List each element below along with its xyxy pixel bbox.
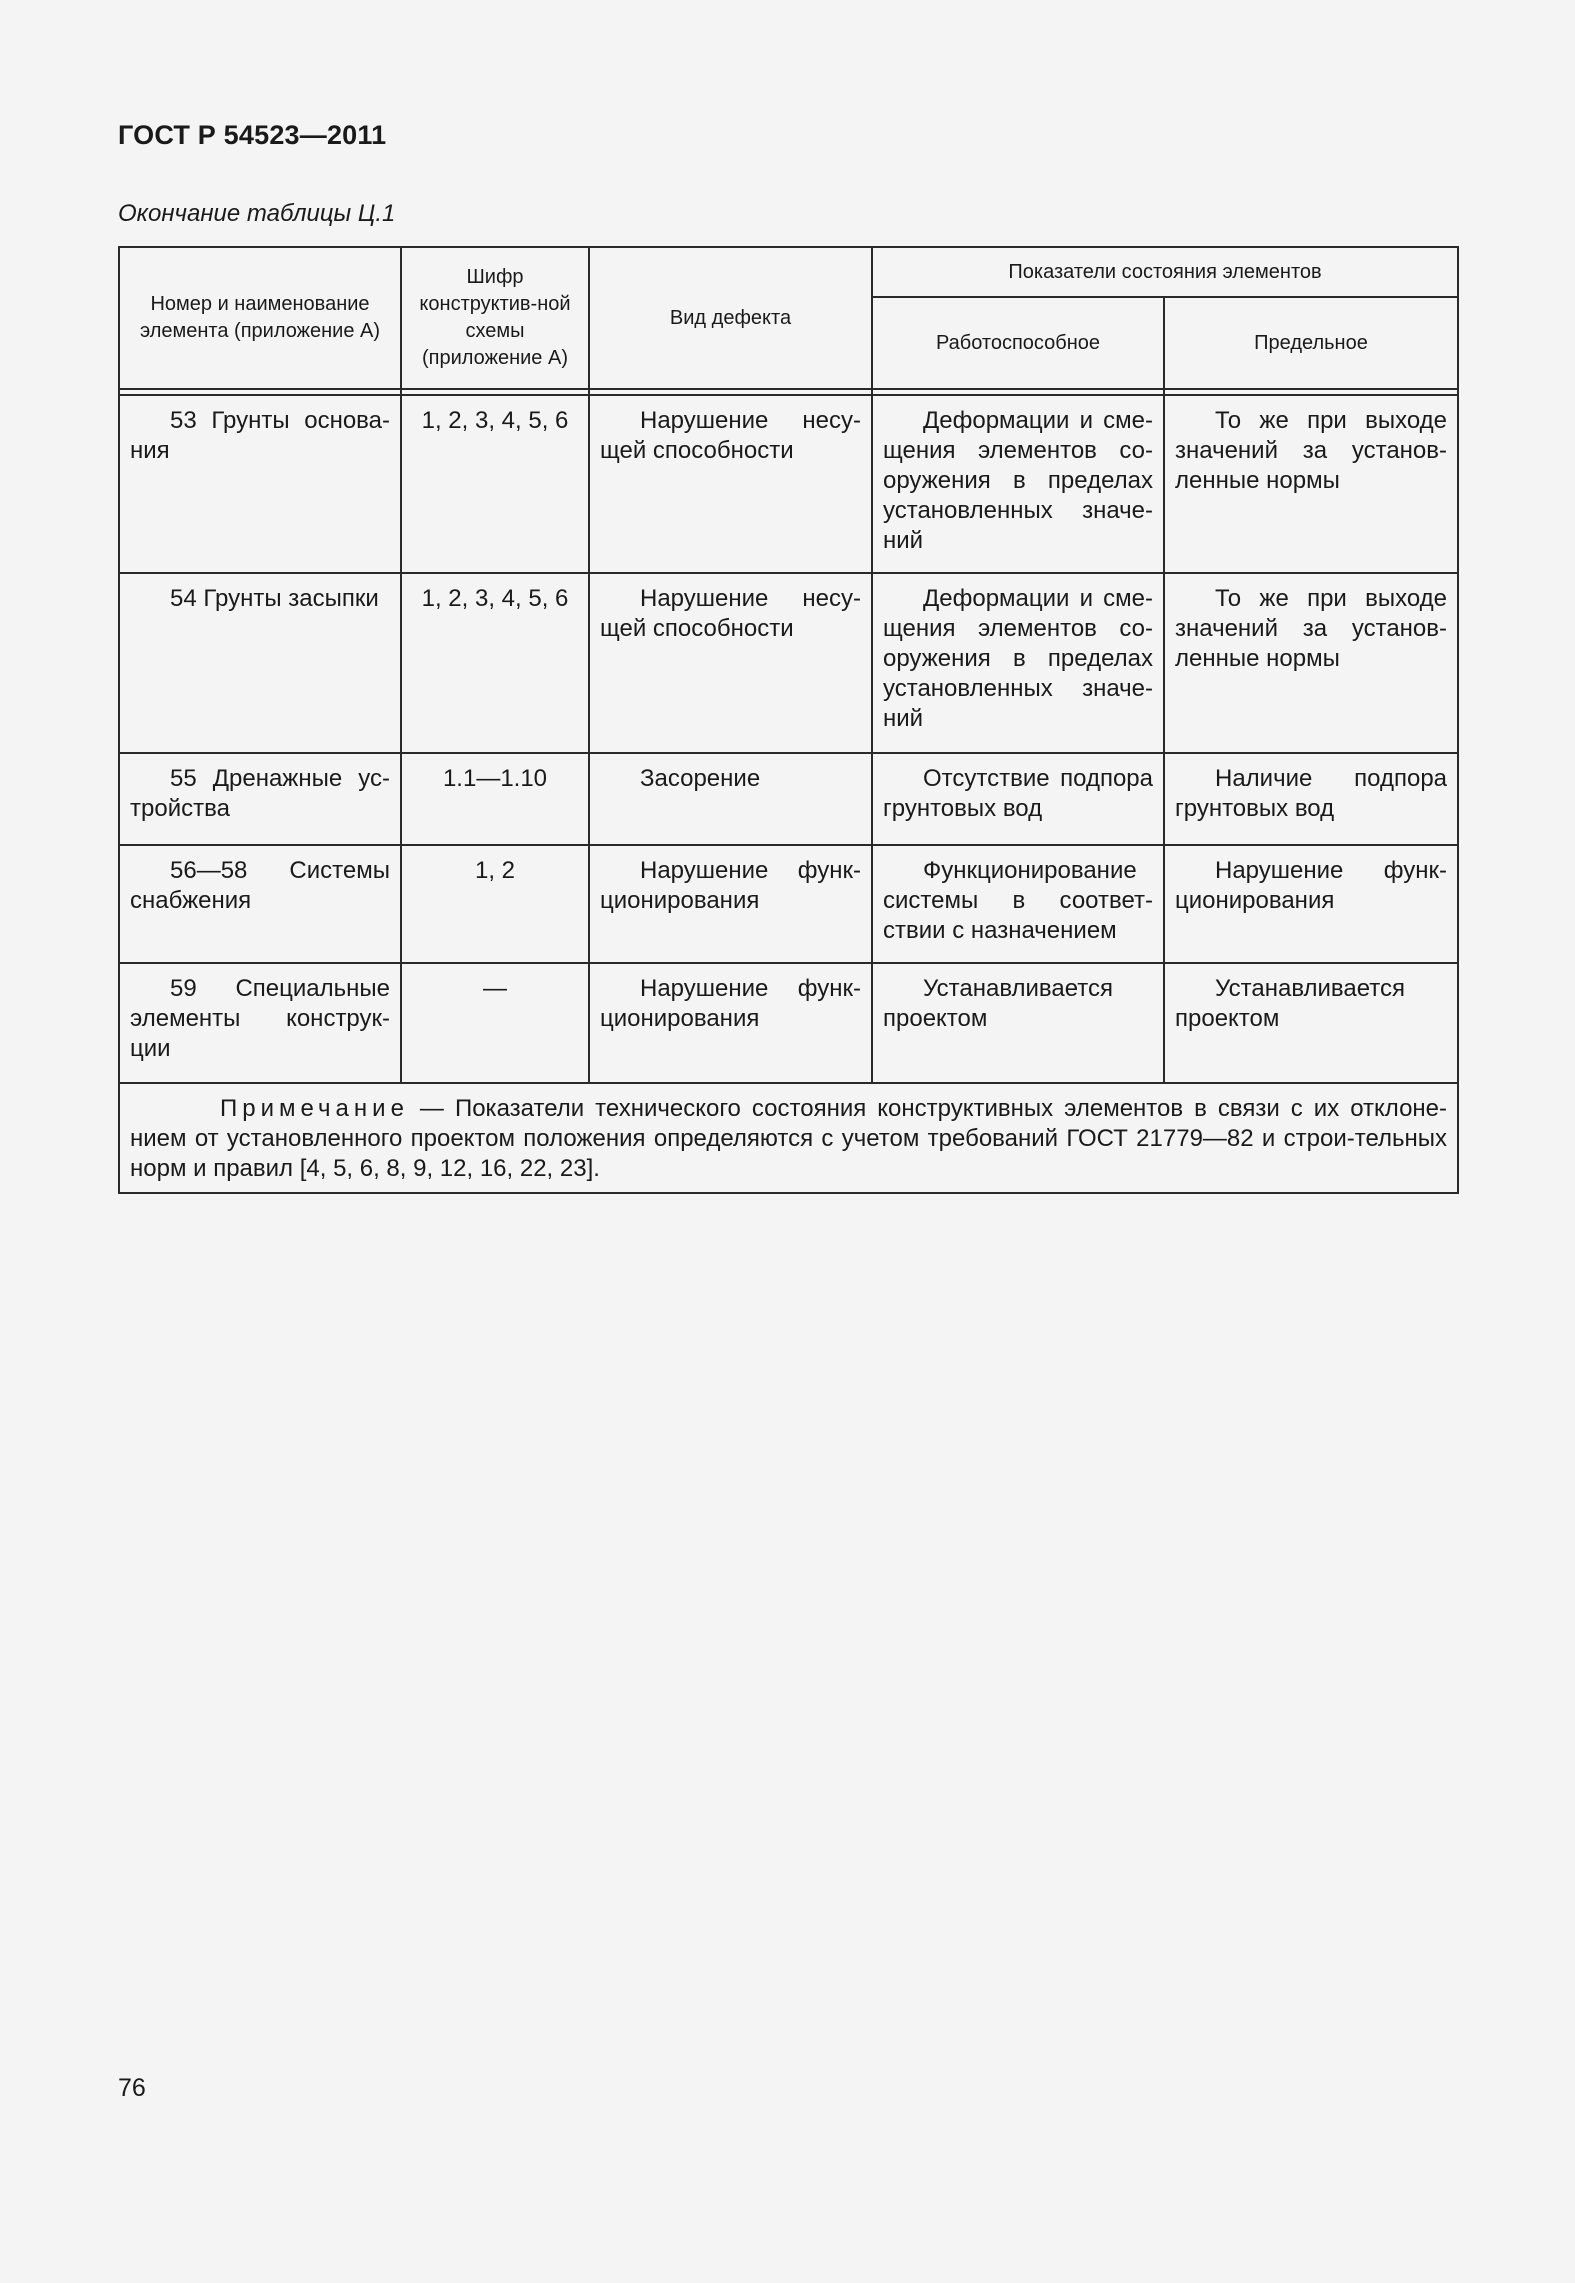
defect-table xyxy=(118,246,1459,1194)
note-label: Примечание xyxy=(220,1095,409,1122)
cell-limit: Нарушение функ-ционирования xyxy=(1164,845,1458,963)
cell-operable: Деформации и сме-щения элементов со-оружения в пределах установленных значе-ний xyxy=(872,395,1164,573)
cell-code: 1, 2 xyxy=(401,845,589,963)
note-row xyxy=(119,1083,1458,1193)
table-row xyxy=(119,845,1458,963)
cell-code: 1, 2, 3, 4, 5, 6 xyxy=(401,573,589,753)
header-scheme-code: Шифр конструктив-ной схемы (приложение А) xyxy=(401,247,589,389)
cell-element: 53 Грунты основа-ния xyxy=(119,395,401,573)
document-header: ГОСТ Р 54523—2011 xyxy=(118,120,387,150)
cell-limit: То же при выходе значений за установ-ленные нормы xyxy=(1164,395,1458,573)
cell-operable: Функционирование системы в соответ-ствии с назначением xyxy=(872,845,1164,963)
table-row xyxy=(119,573,1458,753)
cell-element: 55 Дренажные ус-тройства xyxy=(119,753,401,845)
cell-operable: Отсутствие подпора грунтовых вод xyxy=(872,753,1164,845)
cell-element: 59 Специальные элементы конструк-ции xyxy=(119,963,401,1083)
cell-element: 54 Грунты засыпки xyxy=(119,573,401,753)
note-text: — Показатели технического состояния конструктивных элементов в связи с их отклоне-нием от установленного проектом положения определяются с учетом требований ГОСТ 21779—82 и строи-тельных норм и правил [4, 5, 6, 8, 9, 12, 16, 22, 23]. xyxy=(130,1095,1448,1182)
cell-limit: Устанавливается проектом xyxy=(1164,963,1458,1083)
page-number: 76 xyxy=(118,2074,146,2102)
table-row xyxy=(119,753,1458,845)
header-operable: Работоспособное xyxy=(872,297,1164,389)
cell-code: 1, 2, 3, 4, 5, 6 xyxy=(401,395,589,573)
table-note xyxy=(119,1083,1458,1193)
cell-element: 56—58 Системы снабжения xyxy=(119,845,401,963)
cell-defect: Нарушение функ-ционирования xyxy=(589,963,872,1083)
header-state-indicators: Показатели состояния элементов xyxy=(872,247,1458,297)
table-row xyxy=(119,395,1458,573)
cell-operable: Устанавливается проектом xyxy=(872,963,1164,1083)
cell-operable: Деформации и сме-щения элементов со-оружения в пределах установленных значе-ний xyxy=(872,573,1164,753)
cell-limit: То же при выходе значений за установ-ленные нормы xyxy=(1164,573,1458,753)
cell-limit: Наличие подпора грунтовых вод xyxy=(1164,753,1458,845)
table-row xyxy=(119,963,1458,1083)
table-caption: Окончание таблицы Ц.1 xyxy=(118,200,396,227)
header-defect-type: Вид дефекта xyxy=(589,247,872,389)
cell-defect: Нарушение несу-щей способности xyxy=(589,573,872,753)
header-limit: Предельное xyxy=(1164,297,1458,389)
cell-defect: Нарушение функ-ционирования xyxy=(589,845,872,963)
cell-defect: Засорение xyxy=(589,753,872,845)
cell-defect: Нарушение несу-щей способности xyxy=(589,395,872,573)
cell-code: — xyxy=(401,963,589,1083)
header-element-name: Номер и наименование элемента (приложение А) xyxy=(119,247,401,389)
cell-code: 1.1—1.10 xyxy=(401,753,589,845)
